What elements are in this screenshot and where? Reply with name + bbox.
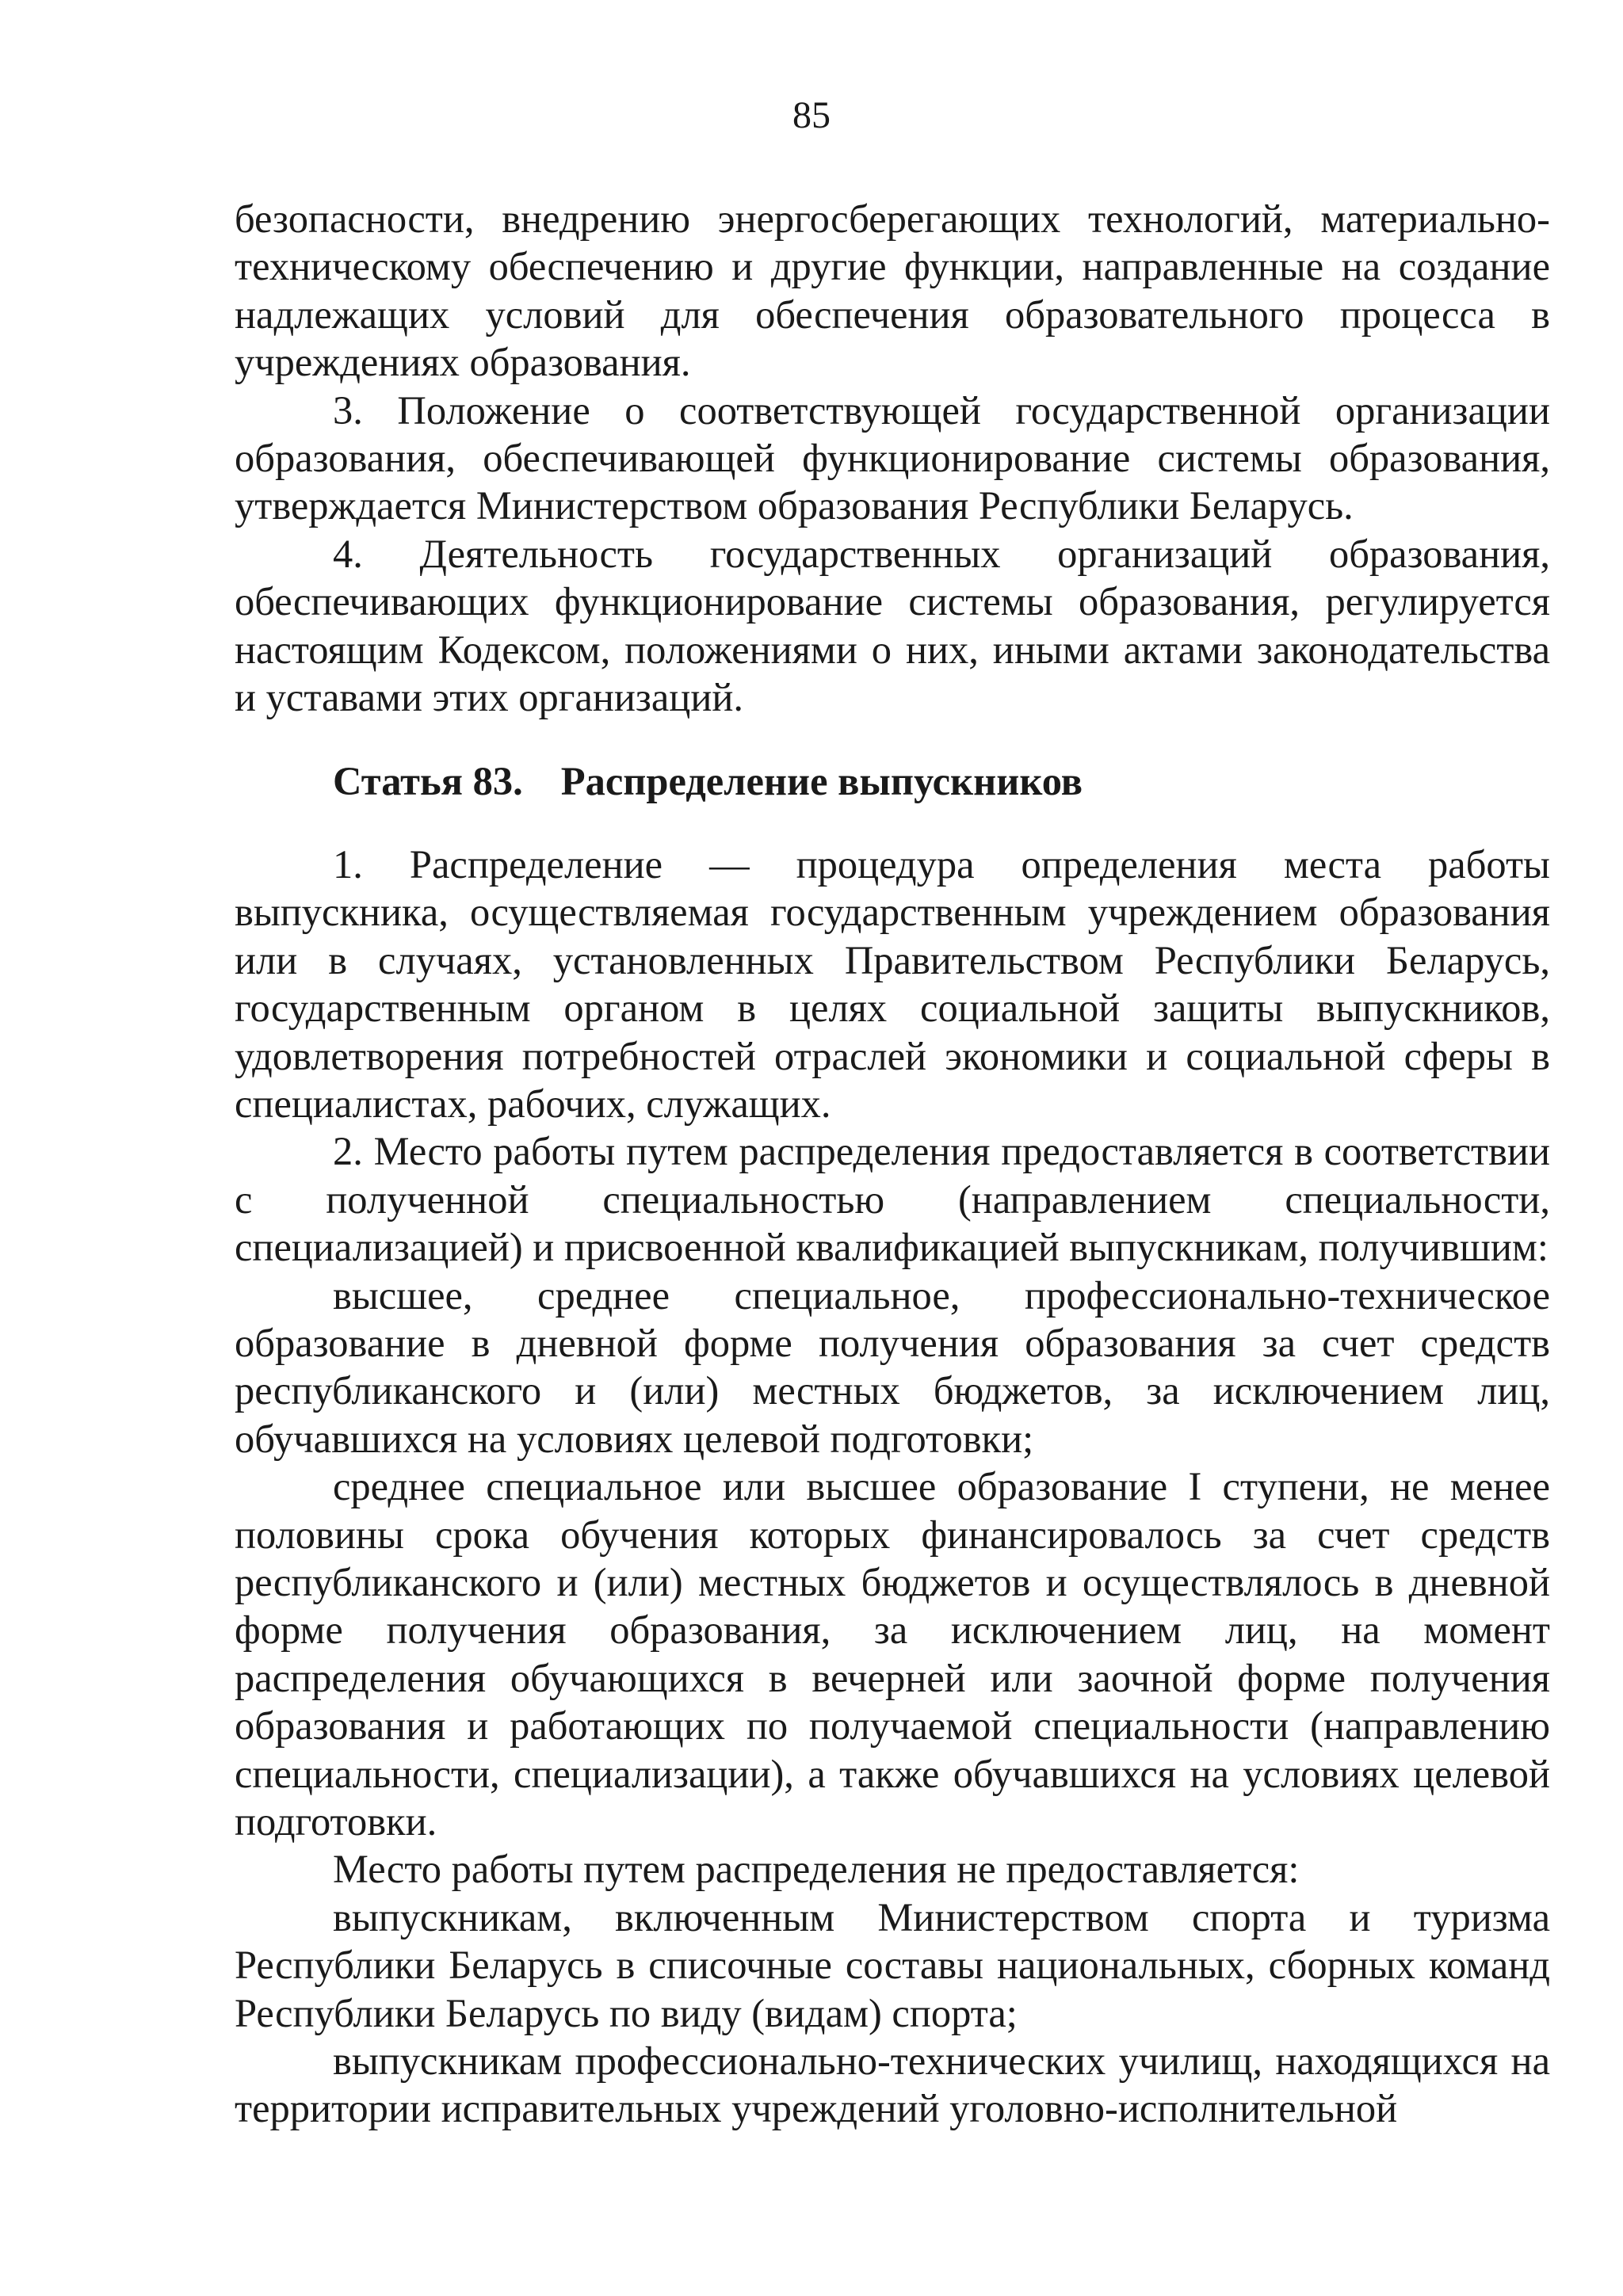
document-body <box>235 195 1550 2133</box>
list-item-sport-teams: выпускникам, включенным Министерством спорта и туризма Республики Беларусь в списочные составы национальных, сборных команд Республики Беларусь по виду (видам) спорта; <box>235 1894 1550 2035</box>
page-number: 85 <box>792 94 831 136</box>
list-item-vocational-schools: выпускникам профессионально-технических училищ, находящихся на территории исправительных учреждений уголовно-исполнительной <box>235 2039 1550 2131</box>
paragraph-item-4: 4. Деятельность государственных организаций образования, обеспечивающих функционирование системы образования, регулируется настоящим Кодексом, положениями о них, иными актами законодательства и уставами этих организаций. <box>235 531 1550 720</box>
article-number: Статья 83. <box>333 759 523 804</box>
article-heading <box>235 757 1550 805</box>
paragraph-item-1: 1. Распределение — процедура определения места работы выпускника, осуществляемая государственным учреждением образования или в случаях, установленных Правительством Республики Беларусь, государственным органом в целях социальной защиты выпускников, удовлетворения потребностей отраслей экономики и социальной сферы в специалистах, рабочих, служащих. <box>235 841 1550 1126</box>
paragraph-item-3: 3. Положение о соответствующей государственной организации образования, обеспечивающей функционирование системы образования, утверждается Министерством образования Республики Беларусь. <box>235 387 1550 528</box>
paragraph-not-provided: Место работы путем распределения не предоставляется: <box>333 1847 1300 1892</box>
article-title: Распределение выпускников <box>560 759 1083 804</box>
list-item-secondary-special: среднее специальное или высшее образование I ступени, не менее половины срока обучения которых финансировалось за счет средств республиканского и (или) местных бюджетов и осуществлялось в дневной форме получения образования, за исключением лиц, на момент распределения обучающихся в вечерней или заочной форме получения образования и работающих по получаемой специальности (направлению специальности, специализации), а также обучавшихся на условиях целевой подготовки. <box>235 1464 1550 1844</box>
paragraph-continuation: безопасности, внедрению энергосберегающих технологий, материально-техническому обеспечению и другие функции, направленные на создание надлежащих условий для обеспечения образовательного процесса в учреждениях образования. <box>235 196 1550 385</box>
list-item-higher-education: высшее, среднее специальное, профессионально-техническое образование в дневной форме получения образования за счет средств республиканского и (или) местных бюджетов, за исключением лиц, обучавшихся на условиях целевой подготовки; <box>235 1272 1550 1461</box>
paragraph-item-2: 2. Место работы путем распределения предоставляется в соответствии с полученной специальностью (направлением специальности, специализацией) и присвоенной квалификацией выпускникам, получившим: <box>235 1129 1550 1270</box>
